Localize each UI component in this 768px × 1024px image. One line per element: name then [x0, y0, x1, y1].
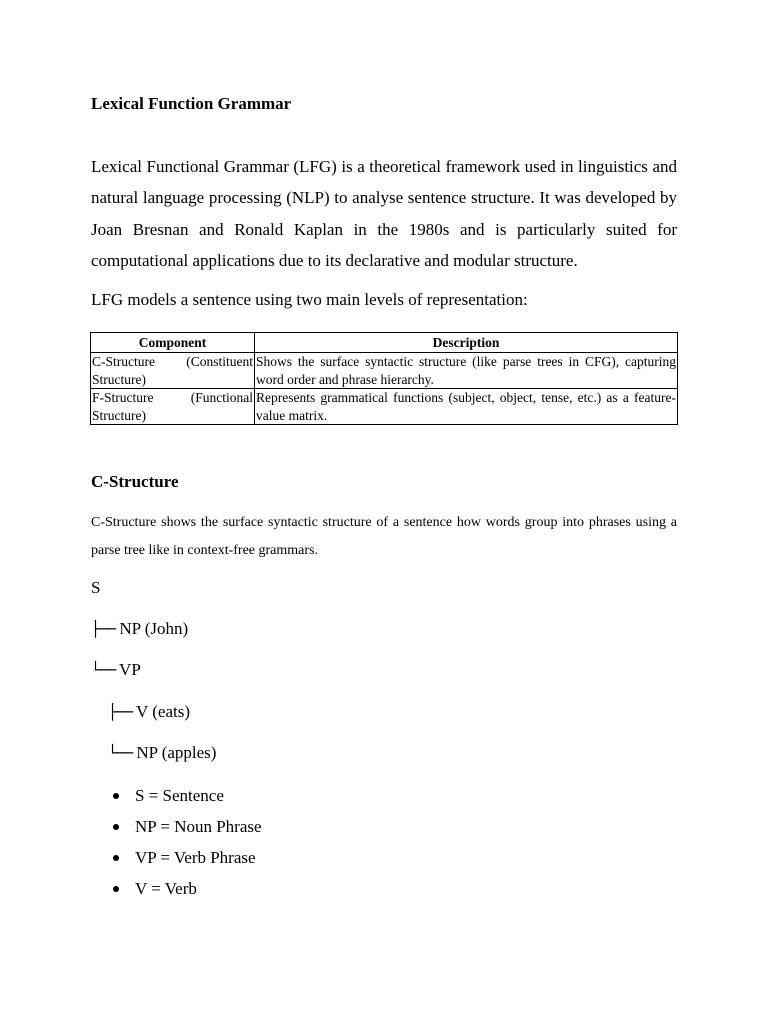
tree-node-np	[91, 619, 188, 639]
section-heading: C-Structure	[91, 472, 179, 491]
section-description: C-Structure shows the surface syntactic structure of a sentence how words group into phrases using a parse tree like in context-free grammars.	[91, 515, 677, 558]
tree-node-v	[108, 702, 190, 722]
tree-node-label: VP	[119, 660, 141, 679]
table-header-component: Component	[91, 333, 255, 353]
components-table	[90, 332, 678, 425]
table-cell-description: Shows the surface syntactic structure (like parse trees in CFG), capturing word order and phrase hierarchy.	[256, 354, 676, 387]
list-item-text: NP = Noun Phrase	[135, 817, 262, 836]
table-cell-description: Represents grammatical functions (subject, object, tense, etc.) as a feature-value matrix.	[256, 390, 676, 423]
tree-node-vp	[91, 660, 141, 680]
table-cell-component: F-Structure (Functional Structure)	[92, 390, 253, 423]
tree-node-np2	[108, 743, 216, 763]
tree-node-label: NP (John)	[119, 619, 189, 638]
tree-branch-glyph: ├──	[108, 703, 133, 721]
abbreviation-list	[110, 784, 262, 908]
table-header-row	[91, 333, 678, 353]
table-row	[91, 389, 678, 425]
lead-sentence: LFG models a sentence using two main levels of representation:	[91, 290, 528, 309]
table-row	[91, 353, 678, 389]
list-item	[110, 877, 262, 908]
tree-branch-glyph: └──	[108, 744, 133, 762]
bullet-icon	[113, 793, 119, 799]
list-item	[110, 846, 262, 877]
tree-branch-glyph: └──	[91, 661, 116, 679]
list-item-text: V = Verb	[135, 879, 197, 898]
tree-branch-glyph: ├──	[91, 620, 116, 638]
list-item	[110, 815, 262, 846]
intro-paragraph: Lexical Functional Grammar (LFG) is a theoretical framework used in linguistics and natural language processing (NLP) to analyse sentence structure. It was developed by Joan Bresnan and Ronald Kaplan in the 1980s and is particularly suited for computational applications due to its declarative and modular structure.	[91, 157, 677, 270]
document-title: Lexical Function Grammar	[91, 94, 292, 113]
tree-node-label: V (eats)	[136, 702, 191, 721]
table-cell-component: C-Structure (Constituent Structure)	[92, 354, 253, 387]
list-item-text: VP = Verb Phrase	[135, 848, 256, 867]
table-header-description: Description	[255, 333, 678, 353]
bullet-icon	[113, 855, 119, 861]
tree-node-root: S	[91, 578, 101, 597]
tree-node-label: NP (apples)	[136, 743, 217, 762]
bullet-icon	[113, 886, 119, 892]
bullet-icon	[113, 824, 119, 830]
list-item-text: S = Sentence	[135, 786, 224, 805]
list-item	[110, 784, 262, 815]
